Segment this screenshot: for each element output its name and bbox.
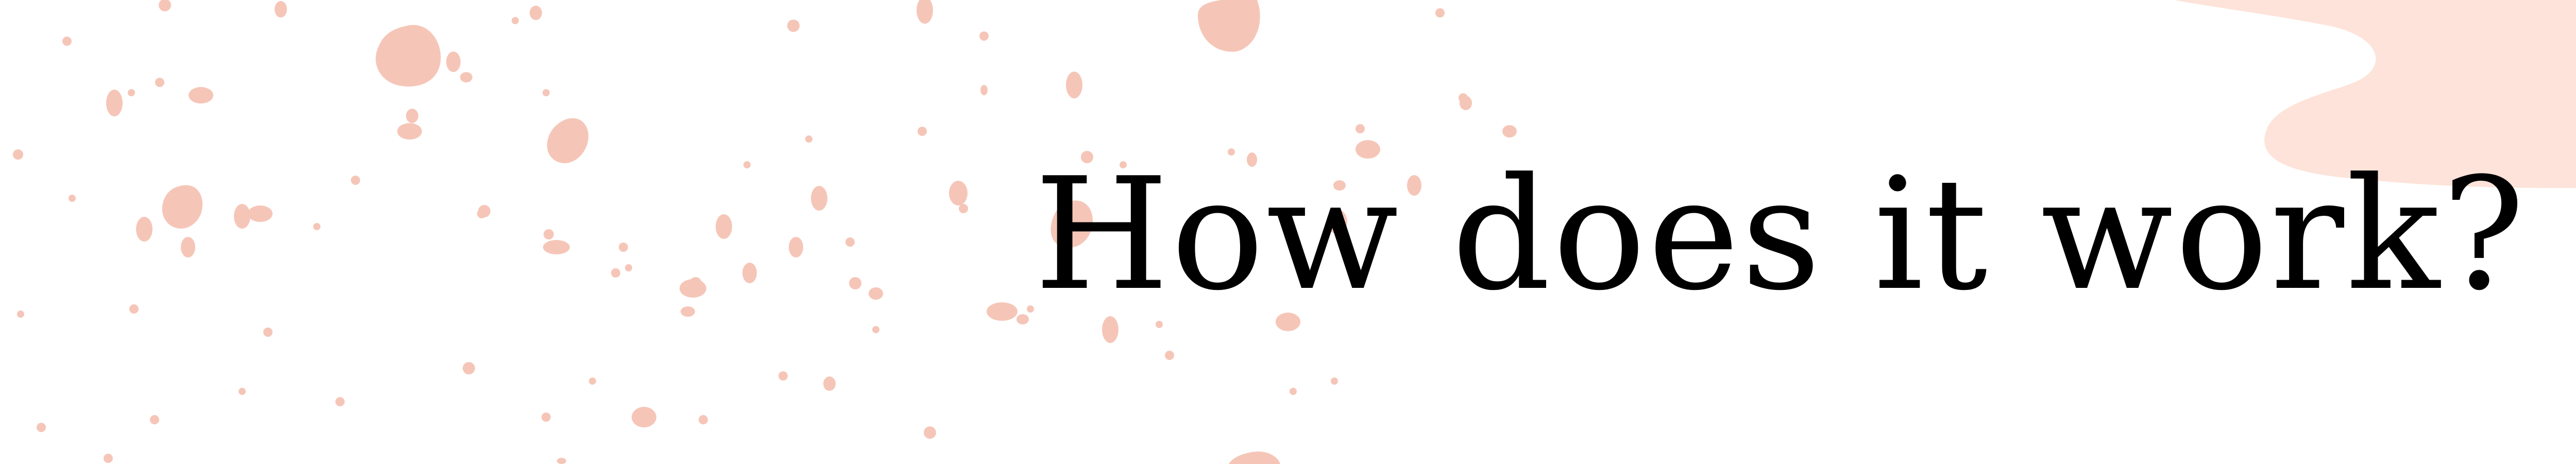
page-title: How does it work? <box>1034 144 2527 324</box>
